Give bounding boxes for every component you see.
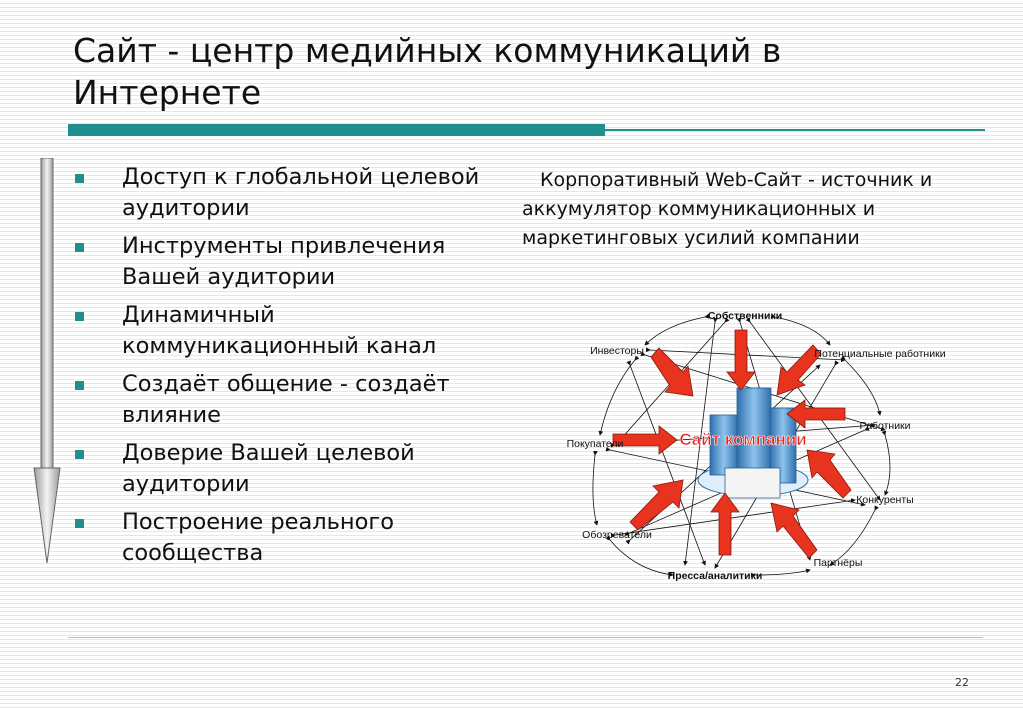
- website-description: Корпоративный Web-Сайт - источник и аккумулятор коммуникационных и маркетинговых усилий компании: [522, 169, 933, 249]
- list-item: [72, 300, 512, 362]
- list-item-text: Построение реального сообщества: [122, 509, 394, 566]
- title-underline-bar: [68, 124, 605, 136]
- node-press: Пресса/аналитики: [667, 570, 763, 582]
- arrow-down-right-icon: [651, 348, 693, 396]
- node-observers: Обозреватели: [582, 529, 652, 541]
- title-underline-line: [605, 129, 985, 131]
- benefits-list: [72, 162, 512, 576]
- connector: [593, 455, 597, 525]
- node-investors: Инвесторы: [590, 345, 644, 357]
- connector: [645, 317, 705, 345]
- bullet-square-icon: [75, 381, 84, 390]
- node-buyers: Покупатели: [566, 438, 624, 450]
- title-underline: [0, 124, 1023, 136]
- bullet-square-icon: [75, 450, 84, 459]
- arrow-up-right-icon: [630, 480, 683, 530]
- connector: [600, 360, 635, 435]
- list-item: [72, 507, 512, 569]
- list-item-text: Динамичный коммуникационный канал: [122, 302, 437, 359]
- page-number: 22: [955, 676, 969, 689]
- bullet-square-icon: [75, 243, 84, 252]
- list-item-text: Доверие Вашей целевой аудитории: [122, 440, 415, 497]
- arrow-up-left-icon: [807, 450, 851, 498]
- node-employees: Работники: [859, 420, 911, 432]
- node-competitors: Конкуренты: [856, 494, 914, 506]
- vertical-progress-arrow: [32, 158, 62, 568]
- node-potential-employees: Потенциальные работники: [814, 348, 946, 360]
- connector: [775, 317, 830, 345]
- center-label: Сайт компании: [679, 430, 807, 449]
- node-partners: Партнёры: [813, 557, 863, 569]
- connector: [845, 360, 880, 415]
- slide-title: Сайт - центр медийных коммуникаций в Интернете: [73, 31, 782, 112]
- list-item: [72, 369, 512, 431]
- list-item-text: Создаёт общение - создаёт влияние: [122, 371, 450, 428]
- list-item: [72, 438, 512, 500]
- communication-diagram: [555, 300, 955, 590]
- list-item-text: Инструменты привлечения Вашей аудитории: [122, 233, 446, 290]
- arrow-up-icon: [711, 493, 739, 555]
- bullet-square-icon: [75, 312, 84, 321]
- bullet-square-icon: [75, 519, 84, 528]
- arrow-up-left-icon: [771, 503, 817, 558]
- footer-divider: [68, 637, 983, 638]
- list-item: [72, 162, 512, 224]
- connector: [885, 435, 890, 495]
- node-owners: Собственники: [707, 310, 783, 322]
- list-item-text: Доступ к глобальной целевой аудитории: [122, 164, 480, 221]
- list-item: [72, 231, 512, 293]
- bullet-square-icon: [75, 174, 84, 183]
- connector: [610, 540, 673, 575]
- connector: [755, 570, 810, 575]
